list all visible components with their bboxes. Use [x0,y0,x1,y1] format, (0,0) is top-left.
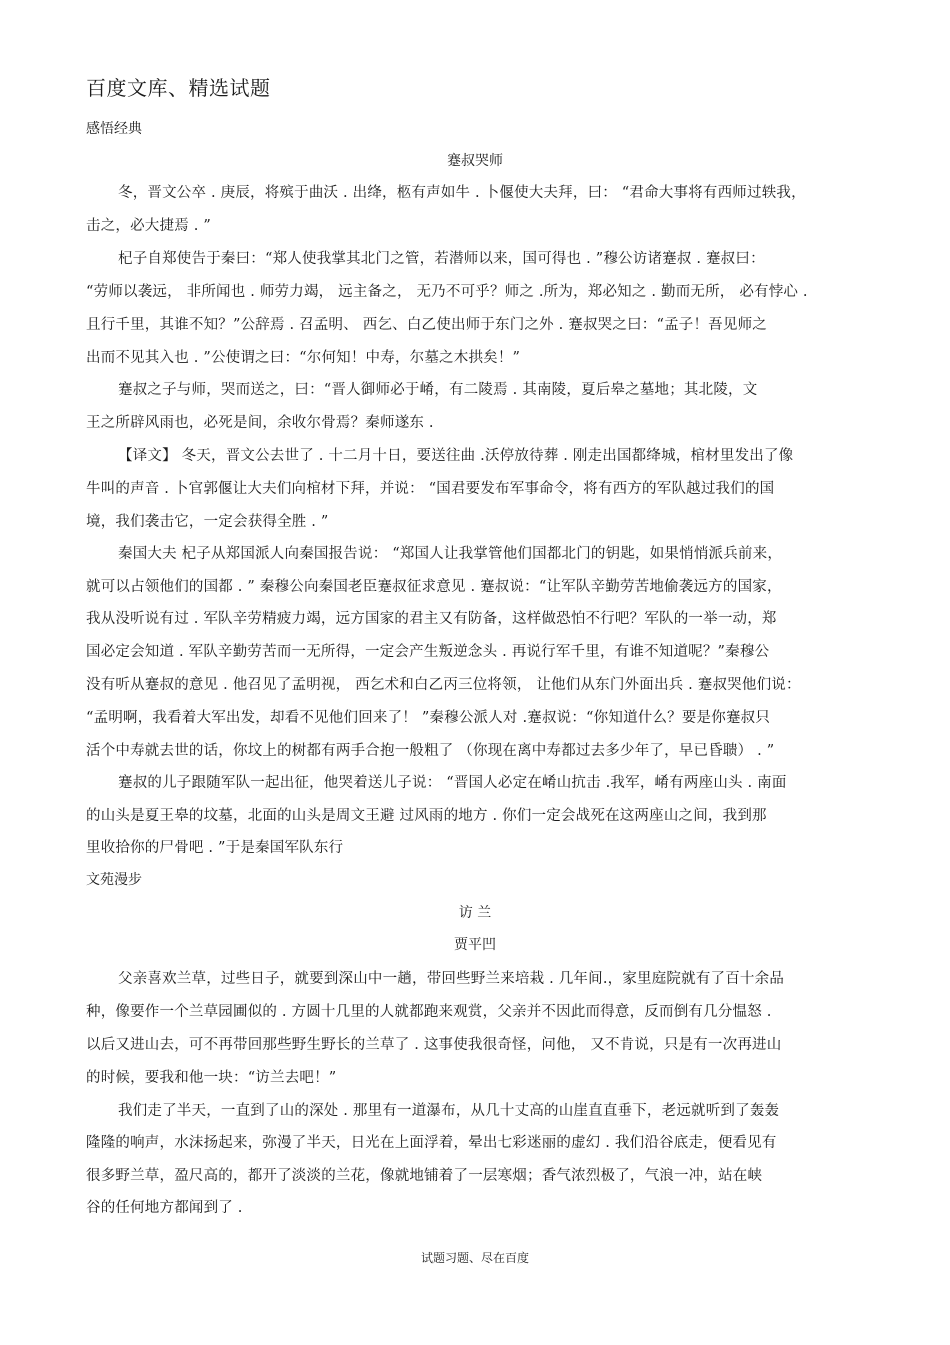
page-header-title: 百度文库、精选试题 [86,76,271,100]
text-line: 击之，必大捷焉 . ” [86,218,211,234]
page-footer: 试题习题、尽在百度 [420,1251,529,1265]
text-line: 出而不见其入也 . ”公使谓之曰：“尔何知！中寿，尔墓之木拱矣！” [86,350,521,366]
text-line: 的时候，要我和他一块：“访兰去吧！” [86,1070,337,1086]
text-line: 秦国大夫 杞子从郑国派人向秦国报告说： “郑国人让我掌管他们国都北门的钥匙，如果悄悄派兵前来， [118,546,783,562]
text-line: 的山头是夏王皋的坟墓，北面的山头是周文王避 过风雨的地方 . 你们一定会战死在这两座山之间，我到那 [86,808,767,824]
text-line: 且行千里，其谁不知？”公辞焉 . 召孟明、 西乞、白乙使出师于东门之外 . 蹇叔哭之曰：“孟子！吾见师之 [86,317,767,333]
text-line: 冬，晋文公卒 . 庚辰，将殡于曲沃 . 出绛，柩有声如牛 . 卜偃使大夫拜，曰： “君命大事将有西师过轶我， [118,185,806,201]
article-title-fanglan: 访 兰 [458,905,492,921]
article-author: 贾平凹 [454,937,496,953]
text-line: 杞子自郑使告于秦曰：“郑人使我掌其北门之管，若潜师以来，国可得也 . ”穆公访诸蹇叔 . 蹇叔曰： [118,251,765,267]
text-line: 牛叫的声音 . 卜官郭偃让大夫们向棺材下拜，并说： “国君要发布军事命令，将有西方的军队越过我们的国 [86,481,775,497]
text-line: 蹇叔之子与师，哭而送之，曰：“晋人御师必于崤，有二陵焉 . 其南陵，夏后皋之墓地；其北陵，文 [118,382,758,398]
text-line: 没有听从蹇叔的意见 . 他召见了孟明视， 西乞术和白乙丙三位将领， 让他们从东门外面出兵 . 蹇叔哭他们说： [86,677,801,693]
text-line: 我从没听说有过 . 军队辛劳精疲力竭，远方国家的君主又有防备，这样做恐怕不行吧？军队的一举一动，郑 [86,611,777,627]
text-line: 很多野兰草，盈尺高的，都开了淡淡的兰花，像就地铺着了一层寒烟；香气浓烈极了，气浪一冲，站在峡 [86,1168,763,1184]
text-line: 种，像要作一个兰草园圃似的 . 方圆十几里的人就都跑来观赏，父亲并不因此而得意，反而倒有几分愠怒 . [86,1004,772,1020]
text-line: 国必定会知道 . 军队辛勤劳苦而一无所得，一定会产生叛逆念头 . 再说行军千里，有谁不知道呢？”秦穆公 [86,644,770,660]
text-line: 就可以占领他们的国都 . ” 秦穆公向秦国老臣蹇叔征求意见 . 蹇叔说：“让军队辛勤劳苦地偷袭远方的国家， [86,579,782,595]
text-line: 父亲喜欢兰草，过些日子，就要到深山中一趟，带回些野兰来培栽 . 几年间.，家里庭院就有了百十余品 [118,971,785,987]
article-title-jianshu: 蹇叔哭师 [447,153,503,169]
text-line: 活个中寿就去世的话，你坟上的树都有两手合抱一般粗了 （你现在离中寿都过去多少年了，早已昏聩） . ” [86,743,775,759]
text-line: 王之所辟风雨也，必死是间，余收尔骨焉？秦师遂东 . [86,415,434,431]
section-heading-literary: 文苑漫步 [86,872,142,888]
text-line: 以后又进山去，可不再带回那些野生野长的兰草了 . 这事使我很奇怪，问他， 又不肯说，只是有一次再进山 [86,1037,782,1053]
section-heading-classics: 感悟经典 [86,121,142,137]
text-line: 我们走了半天，一直到了山的深处 . 那里有一道瀑布，从几十丈高的山崖直直垂下，老远就听到了轰轰 [118,1103,780,1119]
text-line: 境，我们袭击它，一定会获得全胜 . ” [86,514,329,530]
text-line: 里收拾你的尸骨吧 . ”于是秦国军队东行 [86,840,344,856]
text-line: “劳师以袭远， 非所闻也 . 师劳力竭， 远主备之， 无乃不可乎？师之 .所为，郑必知之 . 勤而无所， 必有悖心 . [86,284,808,300]
text-line: 蹇叔的儿子跟随军队一起出征，他哭着送儿子说： “晋国人必定在崤山抗击 .我军，崤有两座山头 . 南面 [118,775,787,791]
text-line: “孟明啊，我看着大军出发，却看不见他们回来了！ ”秦穆公派人对 .蹇叔说：“你知道什么？要是你蹇叔只 [86,710,771,726]
text-line: 隆隆的响声，水沫扬起来，弥漫了半天，日光在上面浮着，晕出七彩迷丽的虚幻 . 我们沿谷底走，便看见有 [86,1135,777,1151]
text-line: 【译文】 冬天，晋文公去世了 . 十二月十日，要送往曲 .沃停放待葬 . 刚走出国都绛城，棺材里发出了像 [118,448,794,464]
text-line: 谷的任何地方都闻到了 . [86,1200,243,1216]
